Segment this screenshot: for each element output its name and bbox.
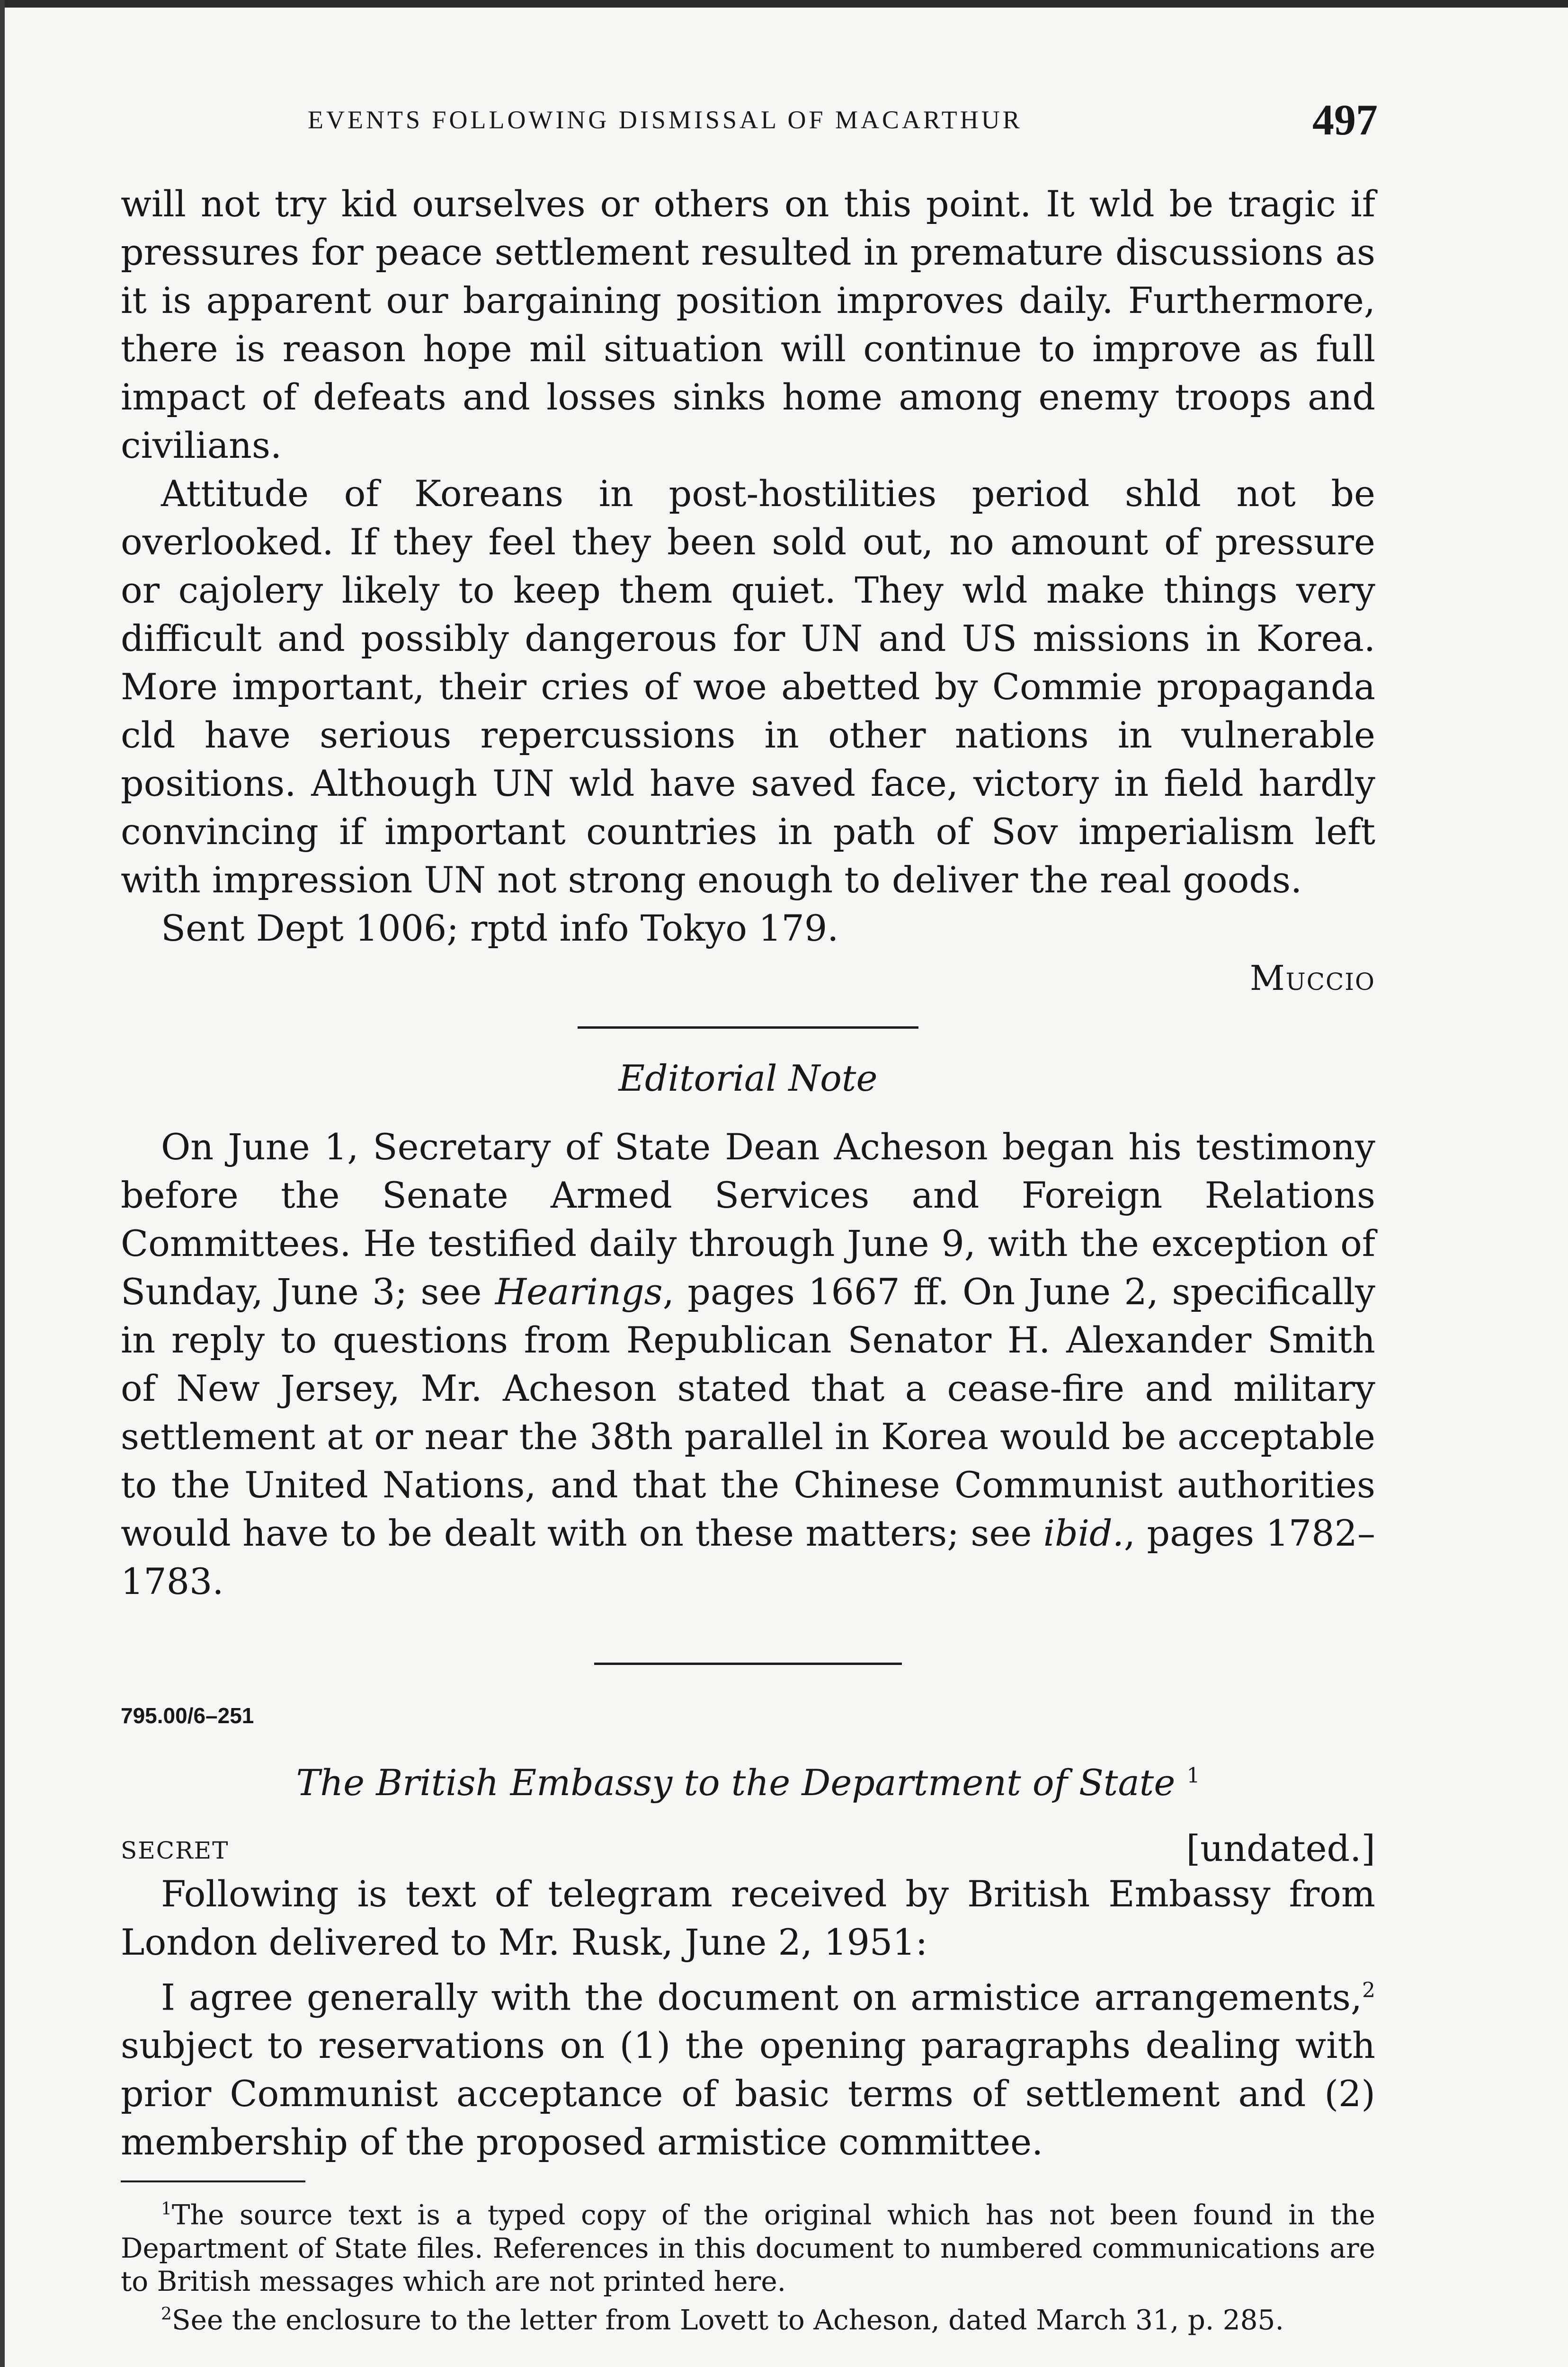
footnote-2 bbox=[121, 2298, 1375, 2336]
document-title bbox=[121, 1762, 1375, 1804]
hearings-citation: Hearings bbox=[495, 1271, 663, 1313]
left-edge-rule bbox=[0, 0, 5, 2367]
editorial-note-title: Editorial Note bbox=[618, 1057, 878, 1099]
section-divider-2 bbox=[594, 1663, 902, 1665]
signature: Muccio bbox=[1249, 958, 1375, 998]
document-date: [undated.] bbox=[1186, 1827, 1375, 1869]
document-paragraph-2-text-b: subject to reservations on (1) the opening paragraphs dealing with prior Communist acceptance of basic terms of settlement and (2) membership of the proposed armistice committee. bbox=[121, 2024, 1375, 2163]
page-content bbox=[121, 180, 1375, 2336]
footnote-1-number: 1 bbox=[161, 2199, 172, 2219]
document-paragraph-1: Following is text of telegram received by British Embassy from London delivered to Mr. Rusk, June 2, 1951: bbox=[121, 1873, 1375, 1963]
letter-paragraph-1: will not try kid ourselves or others on this point. It wld be tragic if pressures for peace settlement resulted in premature discussions as it is apparent our bargaining position improves daily. Furthermore, there is reason hope mil situation will continue to improve as full impact of defeats and losses sinks home among enemy troops and civilians. bbox=[121, 183, 1375, 466]
footnote-1-text: The source text is a typed copy of the original which has not been found in the Department of State files. References in this document to numbered communications are to British messages which are not printed here. bbox=[121, 2198, 1375, 2297]
top-edge-rule bbox=[0, 0, 1568, 8]
file-number: 795.00/6–251 bbox=[121, 1703, 254, 1728]
editorial-note-text-1: On June 1, Secretary of State Dean Acheson began his testimony before the Senate Armed Services and Foreign Relations Committees. He testified daily through June 9, with the exception of Sunday, June 3; see bbox=[121, 1126, 1375, 1313]
page-header bbox=[308, 95, 1378, 151]
footnote-ref-1: 1 bbox=[1186, 1763, 1200, 1788]
editorial-note-paragraph bbox=[121, 1123, 1375, 1606]
document-paragraph-2 bbox=[121, 1967, 1375, 2166]
classification-line bbox=[121, 1823, 1375, 1870]
page-number: 497 bbox=[1312, 96, 1378, 144]
running-head: EVENTS FOLLOWING DISMISSAL OF MACARTHUR bbox=[308, 106, 1023, 134]
footnotes bbox=[121, 2193, 1375, 2336]
section-divider bbox=[578, 1026, 918, 1029]
editorial-note-text-2: , pages 1667 ff. On June 2, specifically in reply to questions from Republican Senator H. Alexander Smith of New Jersey, Mr. Acheson stated that a cease-fire and military settlement at or near the 38th parallel in Korea would be acceptable to the United Nations, and that the Chinese Communist authorities would have to be dealt with on these matters; see bbox=[121, 1271, 1375, 1554]
document-title-text: The British Embassy to the Department of State bbox=[296, 1762, 1176, 1804]
document-paragraph-2-text-a: I agree generally with the document on armistice arrangements, bbox=[161, 1976, 1362, 2019]
letter-paragraph-3: Sent Dept 1006; rptd info Tokyo 179. bbox=[161, 907, 839, 949]
classification-label: SECRET bbox=[121, 1837, 229, 1864]
footnote-1 bbox=[121, 2193, 1375, 2297]
footnote-ref-2: 2 bbox=[1362, 1978, 1375, 2002]
footnote-rule bbox=[121, 2180, 305, 2182]
editorial-note-text-3: , pages 1782–1783. bbox=[121, 1512, 1375, 1602]
ibid-citation: ibid. bbox=[1043, 1512, 1124, 1554]
footnote-2-number: 2 bbox=[161, 2304, 172, 2324]
letter-paragraph-2: Attitude of Koreans in post-hostilities period shld not be overlooked. If they feel they been sold out, no amount of pressure or cajolery likely to keep them quiet. They wld make things very difficult and possibly dangerous for UN and US missions in Korea. More important, their cries of woe abetted by Commie propaganda cld have serious repercussions in other nations in vulnerable positions. Although UN wld have saved face, victory in field hardly convincing if important countries in path of Sov imperialism left with impression UN not strong enough to deliver the real goods. bbox=[121, 472, 1375, 901]
footnote-2-text: See the enclosure to the letter from Lovett to Acheson, dated March 31, p. 285. bbox=[171, 2303, 1284, 2336]
